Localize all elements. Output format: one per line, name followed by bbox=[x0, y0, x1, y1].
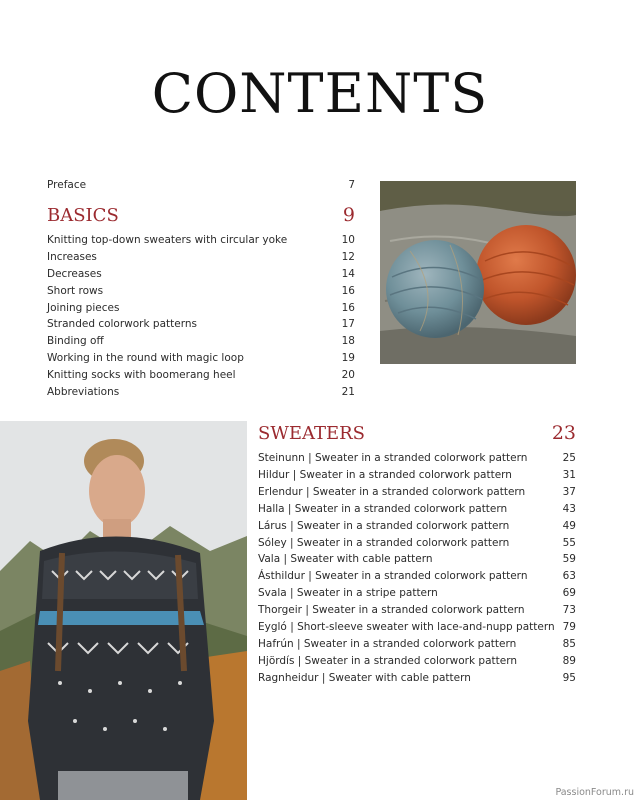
toc-entry-page: 7 bbox=[348, 179, 355, 191]
toc-row[interactable] bbox=[47, 232, 355, 249]
model-sweater-photo bbox=[0, 421, 247, 800]
toc-entry-label: Joining pieces bbox=[47, 301, 120, 314]
toc-entry-page: 16 bbox=[341, 301, 355, 314]
toc-entry-label: Short rows bbox=[47, 284, 104, 297]
toc-entry-page: 95 bbox=[562, 671, 576, 684]
toc-entry-page: 73 bbox=[562, 604, 576, 617]
toc-entry-label: Sóley | Sweater in a stranded colorwork pattern bbox=[258, 536, 510, 549]
toc-entry-label: Hjördís | Sweater in a stranded colorwork pattern bbox=[258, 654, 517, 667]
toc-row[interactable] bbox=[47, 316, 355, 333]
model-illustration bbox=[0, 421, 247, 800]
toc-entry-label: Lárus | Sweater in a stranded colorwork pattern bbox=[258, 519, 510, 532]
toc-row[interactable] bbox=[258, 670, 576, 687]
toc-row[interactable] bbox=[258, 653, 576, 670]
toc-entry-page: 17 bbox=[341, 318, 355, 331]
toc-row[interactable] bbox=[258, 535, 576, 552]
toc-row[interactable] bbox=[258, 484, 576, 501]
toc-row[interactable] bbox=[47, 266, 355, 283]
toc-entry-label: Hildur | Sweater in a stranded colorwork pattern bbox=[258, 468, 512, 481]
toc-entry-label: Preface bbox=[47, 179, 87, 191]
toc-entry-label: Vala | Sweater with cable pattern bbox=[258, 553, 433, 566]
toc-entry-label: Stranded colorwork patterns bbox=[47, 318, 197, 331]
toc-entry-label: Thorgeir | Sweater in a stranded colorwork pattern bbox=[258, 604, 525, 617]
toc-entry-label: Knitting socks with boomerang heel bbox=[47, 369, 236, 382]
toc-row[interactable] bbox=[258, 585, 576, 602]
toc-row[interactable] bbox=[258, 602, 576, 619]
sweaters-list bbox=[258, 450, 576, 687]
toc-entry-page: 43 bbox=[562, 502, 576, 515]
toc-entry-page: 14 bbox=[341, 267, 355, 280]
toc-entry-label: Binding off bbox=[47, 335, 104, 348]
blue-yarn-ball bbox=[386, 240, 484, 338]
toc-entry-page: 49 bbox=[562, 519, 576, 532]
toc-row[interactable] bbox=[47, 249, 355, 266]
toc-row[interactable] bbox=[258, 636, 576, 653]
section-heading-basics bbox=[47, 204, 355, 226]
section-heading-sweaters bbox=[258, 422, 576, 444]
section-heading-page: 9 bbox=[342, 203, 355, 226]
toc-row[interactable] bbox=[258, 467, 576, 484]
toc-entry-page: 21 bbox=[341, 386, 355, 399]
toc-entry-label: Eygló | Short-sleeve sweater with lace-and-nupp pattern bbox=[258, 621, 555, 634]
toc-entry-page: 12 bbox=[341, 250, 355, 263]
section-heading-label: BASICS bbox=[47, 204, 119, 226]
toc-row[interactable] bbox=[258, 551, 576, 568]
page-title: CONTENTS bbox=[151, 62, 489, 125]
toc-row-preface[interactable] bbox=[47, 177, 355, 194]
toc-entry-page: 55 bbox=[562, 536, 576, 549]
toc-entry-page: 20 bbox=[341, 369, 355, 382]
basics-toc bbox=[47, 177, 355, 401]
toc-row[interactable] bbox=[47, 283, 355, 300]
toc-entry-label: Decreases bbox=[47, 267, 102, 280]
toc-entry-label: Increases bbox=[47, 250, 97, 263]
toc-row[interactable] bbox=[258, 501, 576, 518]
orange-yarn-ball bbox=[476, 225, 576, 325]
toc-entry-page: 63 bbox=[562, 570, 576, 583]
toc-entry-page: 25 bbox=[562, 452, 576, 464]
toc-entry-page: 37 bbox=[562, 485, 576, 498]
toc-entry-label: Working in the round with magic loop bbox=[47, 352, 244, 365]
toc-entry-label: Hafrún | Sweater in a stranded colorwork pattern bbox=[258, 637, 517, 650]
toc-row[interactable] bbox=[258, 568, 576, 585]
toc-entry-page: 89 bbox=[562, 654, 576, 667]
toc-entry-page: 16 bbox=[341, 284, 355, 297]
yarn-balls-photo bbox=[380, 181, 576, 364]
basics-list bbox=[47, 232, 355, 401]
toc-entry-label: Erlendur | Sweater in a stranded colorwork pattern bbox=[258, 485, 526, 498]
sweaters-toc bbox=[258, 418, 576, 687]
yarn-illustration bbox=[380, 181, 576, 364]
toc-entry-page: 31 bbox=[562, 468, 576, 481]
toc-entry-page: 10 bbox=[341, 233, 355, 246]
toc-row[interactable] bbox=[47, 367, 355, 384]
toc-entry-label: Halla | Sweater in a stranded colorwork pattern bbox=[258, 502, 508, 515]
toc-entry-label: Ásthildur | Sweater in a stranded colorwork pattern bbox=[258, 570, 528, 583]
toc-row[interactable] bbox=[258, 450, 576, 467]
toc-row[interactable] bbox=[258, 619, 576, 636]
toc-entry-page: 18 bbox=[341, 335, 355, 348]
toc-entry-page: 19 bbox=[341, 352, 355, 365]
toc-entry-label: Knitting top-down sweaters with circular yoke bbox=[47, 233, 288, 246]
toc-row[interactable] bbox=[258, 518, 576, 535]
watermark: PassionForum.ru bbox=[555, 787, 634, 798]
toc-row[interactable] bbox=[47, 384, 355, 401]
toc-row[interactable] bbox=[47, 333, 355, 350]
section-heading-page: 23 bbox=[551, 422, 576, 444]
toc-entry-page: 59 bbox=[562, 553, 576, 566]
toc-entry-label: Steinunn | Sweater in a stranded colorwork pattern bbox=[258, 452, 528, 464]
toc-entry-label: Abbreviations bbox=[47, 386, 120, 399]
toc-entry-page: 85 bbox=[562, 637, 576, 650]
toc-entry-page: 69 bbox=[562, 587, 576, 600]
toc-row[interactable] bbox=[47, 350, 355, 367]
toc-row[interactable] bbox=[47, 300, 355, 317]
toc-entry-label: Svala | Sweater in a stripe pattern bbox=[258, 587, 438, 600]
toc-entry-page: 79 bbox=[562, 621, 576, 634]
toc-entry-label: Ragnheidur | Sweater with cable pattern bbox=[258, 671, 471, 684]
section-heading-label: SWEATERS bbox=[258, 423, 366, 444]
